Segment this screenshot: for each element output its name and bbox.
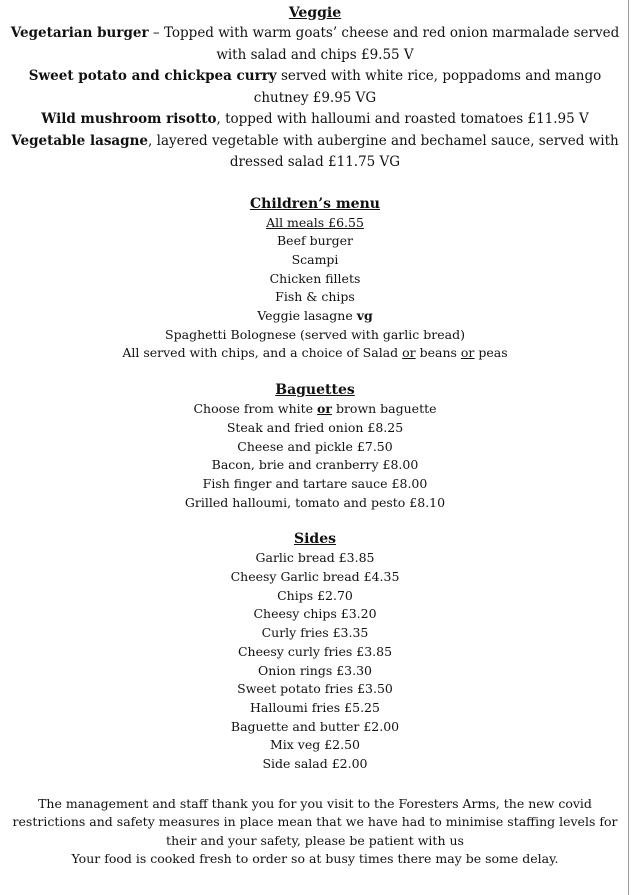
baguette-item: Cheese and pickle £7.50 [237, 438, 393, 454]
text-part: Choose from white [193, 401, 318, 417]
spacer [0, 363, 630, 381]
side-item: Chips £2.70 [277, 587, 353, 603]
childrens-price-line: All meals £6.55 [266, 214, 364, 230]
menu-page [0, 4, 630, 869]
baguettes-choose [0, 400, 630, 419]
or-word: or [460, 345, 475, 361]
text-part: beans [415, 345, 461, 361]
item-name: Vegetarian burger [10, 25, 149, 41]
spacer [0, 174, 630, 195]
item-description: topped with halloumi and roasted tomatoes £11.95 V [225, 111, 589, 127]
item-description: Topped with warm goats’ cheese and red onion marmalade served with salad and chips £9.55 V [163, 25, 620, 63]
side-item: Mix veg £2.50 [269, 737, 361, 753]
or-word: or [317, 401, 332, 417]
footer-delay-note: Your food is cooked fresh to order so at busy times there may be some delay. [71, 851, 559, 867]
side-item: Side salad £2.00 [262, 756, 368, 772]
childrens-served-with [0, 344, 630, 363]
side-item: Garlic bread £3.85 [255, 550, 375, 566]
diet-tag: vg [356, 308, 373, 324]
veggie-heading: Veggie [288, 5, 342, 21]
side-item: Cheesy curly fries £3.85 [237, 643, 393, 659]
menu-item-vegetarian-burger [0, 23, 630, 66]
side-item: Onion rings £3.30 [257, 662, 373, 678]
item-description: served with white rice, poppadoms and mango chutney £9.95 VG [253, 68, 602, 106]
item-sep: , [148, 132, 157, 149]
spacer [0, 774, 630, 795]
sides-heading: Sides [293, 531, 336, 548]
menu-item-lasagne [0, 131, 630, 174]
text-part: brown baguette [331, 401, 437, 417]
footer-notice: The management and staff thank you for you visit to the Foresters Arms, the new covid restrictions and safety measures in place mean that we have had to minimise staffing levels for their and your safety, please be patient with us [12, 795, 618, 848]
side-item: Sweet potato fries £3.50 [237, 681, 393, 697]
baguette-item: Fish finger and tartare sauce £8.00 [202, 475, 428, 491]
child-item: Chicken fillets [269, 270, 361, 286]
side-item: Curly fries £3.35 [261, 625, 369, 641]
childrens-heading: Children’s menu [250, 195, 380, 212]
child-item-spaghetti: Spaghetti Bolognese (served with garlic bread) [165, 326, 465, 342]
baguettes-heading: Baguettes [275, 382, 355, 399]
baguette-item: Bacon, brie and cranberry £8.00 [211, 457, 419, 473]
child-item: Scampi [291, 251, 339, 267]
spacer [0, 512, 630, 530]
baguette-item: Steak and fried onion £8.25 [226, 419, 404, 435]
text-part: peas [474, 345, 508, 361]
menu-item-curry [0, 66, 630, 109]
child-item: Beef burger [277, 233, 353, 249]
item-name: Vegetable lasagne [11, 132, 149, 149]
side-item: Cheesy chips £3.20 [253, 606, 377, 622]
baguette-item: Grilled halloumi, tomato and pesto £8.10 [184, 494, 446, 510]
item-name: Sweet potato and chickpea curry [28, 68, 277, 84]
child-item-veggie-lasagne [0, 307, 630, 326]
menu-item-risotto [0, 109, 630, 131]
item-sep: , [216, 111, 226, 127]
item-name: Veggie lasagne [257, 308, 357, 324]
item-sep: – [148, 25, 164, 41]
text-part: All served with chips, and a choice of Salad [122, 345, 403, 361]
or-word: or [402, 345, 416, 361]
item-description: layered vegetable with aubergine and bechamel sauce, served with dressed salad £11.75 VG [156, 132, 619, 170]
side-item: Baguette and butter £2.00 [230, 718, 400, 734]
item-name: Wild mushroom risotto [41, 111, 217, 127]
child-item: Fish & chips [275, 289, 355, 305]
side-item: Halloumi fries £5.25 [250, 699, 380, 715]
side-item: Cheesy Garlic bread £4.35 [230, 569, 400, 585]
